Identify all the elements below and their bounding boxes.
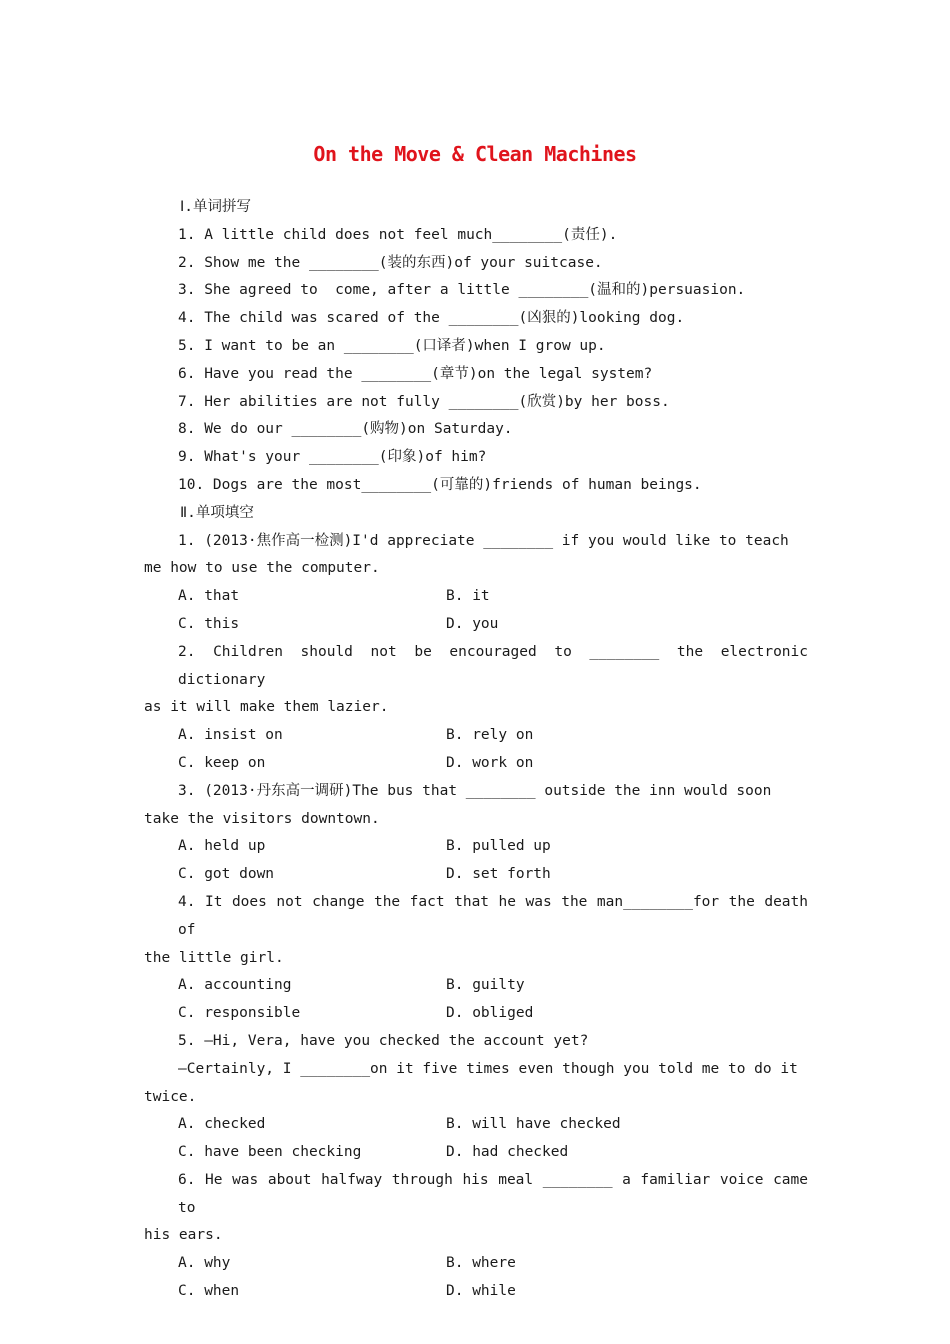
option-a: A. why	[178, 1255, 231, 1272]
options-row	[144, 972, 808, 1000]
option-a: A. checked	[178, 1116, 266, 1133]
option-c: C. responsible	[178, 1005, 301, 1022]
question-stem-continued: take the visitors downtown.	[144, 810, 380, 827]
option-d: D. you	[446, 615, 499, 632]
option-a: A. accounting	[178, 977, 292, 994]
option-d: D. obliged	[446, 1005, 534, 1022]
spelling-item: 8. We do our ________(购物)on Saturday.	[178, 421, 513, 438]
option-c: C. have been checking	[178, 1144, 362, 1161]
spelling-item: 3. She agreed to come, after a little ________(温和的)persuasion.	[178, 282, 746, 299]
spelling-item: 7. Her abilities are not fully ________(欣赏)by her boss.	[178, 393, 670, 410]
page-title: On the Move & Clean Machines	[313, 142, 637, 166]
options-row	[144, 1000, 808, 1028]
option-a: A. insist on	[178, 727, 283, 744]
options-row	[144, 611, 808, 639]
question-stem-continued: his ears.	[144, 1227, 223, 1244]
option-d: D. set forth	[446, 866, 551, 883]
option-a: A. held up	[178, 838, 266, 855]
option-a: A. that	[178, 588, 240, 605]
question-stem: 3. (2013·丹东高一调研)The bus that ________ outside the inn would soon	[178, 782, 772, 799]
section2-heading: Ⅱ.单项填空	[180, 504, 254, 521]
question-stem: 4. It does not change the fact that he was the man________for the death of	[178, 893, 817, 938]
options-row	[144, 722, 808, 750]
question-stem-continued: twice.	[144, 1088, 197, 1105]
section1-heading: Ⅰ.单词拼写	[180, 199, 252, 215]
question-stem: 1. (2013·焦作高一检测)I'd appreciate ________ if you would like to teach	[178, 532, 789, 549]
options-row	[144, 583, 808, 611]
option-b: B. will have checked	[446, 1116, 621, 1133]
options-row	[144, 1111, 808, 1139]
options-row	[144, 750, 808, 778]
option-c: C. this	[178, 615, 240, 632]
option-d: D. while	[446, 1283, 516, 1300]
question-stem-continued: the little girl.	[144, 949, 284, 966]
option-b: B. pulled up	[446, 838, 551, 855]
spelling-item: 2. Show me the ________(装的东西)of your suitcase.	[178, 254, 603, 271]
option-b: B. where	[446, 1255, 516, 1272]
question-stem: 5. —Hi, Vera, have you checked the account yet?	[178, 1032, 589, 1049]
option-b: B. rely on	[446, 727, 534, 744]
question-stem-continued: as it will make them lazier.	[144, 699, 389, 716]
question-stem-continued: me how to use the computer.	[144, 560, 380, 577]
option-c: C. got down	[178, 866, 275, 883]
worksheet-content	[144, 194, 817, 1306]
question-stem-reply: —Certainly, I ________on it five times even though you told me to do it	[178, 1060, 798, 1077]
option-d: D. had checked	[446, 1144, 569, 1161]
spelling-item: 4. The child was scared of the ________(凶狠的)looking dog.	[178, 310, 685, 327]
options-row	[144, 833, 808, 861]
option-c: C. when	[178, 1283, 240, 1300]
option-b: B. it	[446, 588, 490, 605]
spelling-item: 10. Dogs are the most________(可靠的)friends of human beings.	[178, 476, 702, 493]
option-d: D. work on	[446, 754, 534, 771]
spelling-item: 5. I want to be an ________(口译者)when I grow up.	[178, 337, 606, 354]
options-row	[144, 1139, 808, 1167]
option-c: C. keep on	[178, 754, 266, 771]
options-row	[144, 1278, 808, 1306]
options-row	[144, 1250, 808, 1278]
options-row	[144, 861, 808, 889]
spelling-item: 1. A little child does not feel much________(责任).	[178, 226, 618, 243]
question-stem: 6. He was about halfway through his meal ________ a familiar voice came to	[178, 1171, 817, 1216]
spelling-item: 6. Have you read the ________(章节)on the legal system?	[178, 365, 653, 382]
option-b: B. guilty	[446, 977, 525, 994]
spelling-item: 9. What's your ________(印象)of him?	[178, 449, 487, 466]
question-stem: 2. Children should not be encouraged to ________ the electronic dictionary	[178, 643, 817, 688]
